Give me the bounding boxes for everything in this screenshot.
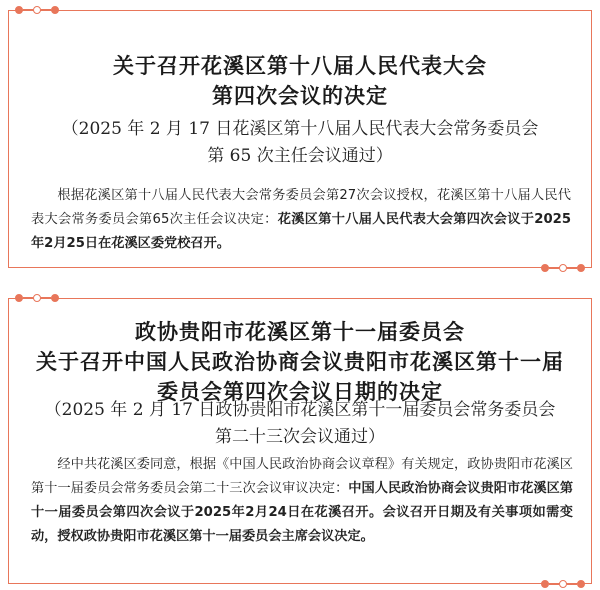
corner-ornament-top-left	[15, 5, 59, 15]
notice-subtitle-line: 第二十三次会议通过）	[215, 427, 385, 447]
notice-card-npc	[8, 10, 592, 268]
corner-ornament-top-left	[15, 293, 59, 303]
corner-ornament-bottom-right	[541, 263, 585, 273]
notice-title	[9, 317, 591, 407]
notice-card-cppcc	[8, 298, 592, 584]
notice-body-text: 根据花溪区第十八届人民代表大会常务委员会第27次会议授权，花溪区第十八届人民代表大会常务委员会第65次主任会议决定：	[31, 188, 571, 227]
corner-ornament-bottom-right	[541, 579, 585, 589]
notice-title-line: 关于召开花溪区第十八届人民代表大会	[113, 53, 487, 78]
notice-title-line: 政协贵阳市花溪区第十一届委员会	[135, 319, 465, 344]
notice-body-text: 经中共花溪区委同意，根据《中国人民政治协商会议章程》有关规定，政协贵阳市花溪区第十一届委员会常务委员会第二十三次会议审议决定：	[31, 457, 573, 496]
notice-subtitle	[9, 397, 591, 451]
notice-subtitle	[9, 116, 591, 170]
notice-body	[31, 453, 573, 549]
notice-title-line: 委员会第四次会议日期的决定	[157, 379, 443, 404]
notice-title-line: 第四次会议的决定	[212, 83, 388, 108]
notice-title-line: 关于召开中国人民政治协商会议贵阳市花溪区第十一届	[36, 349, 564, 374]
notice-subtitle-line: 第 65 次主任会议通过）	[207, 146, 393, 166]
notice-body	[31, 184, 571, 256]
notice-subtitle-line: （2025 年 2 月 17 日花溪区第十八届人民代表大会常务委员会	[61, 119, 539, 139]
notice-title	[9, 51, 591, 111]
notice-body-bold-text: 花溪区第十八届人民代表大会第四次会议于2025年2月25日在花溪区委党校召开。	[31, 212, 572, 251]
notice-body-bold-text: 中国人民政治协商会议贵阳市花溪区第十一届委员会第四次会议于2025年2月24日在花溪召开。会议召开日期及有关事项如需变动，授权政协贵阳市花溪区第十一届委员会主席会议决定。	[31, 481, 574, 544]
notice-subtitle-line: （2025 年 2 月 17 日政协贵阳市花溪区第十一届委员会常务委员会	[44, 400, 556, 420]
